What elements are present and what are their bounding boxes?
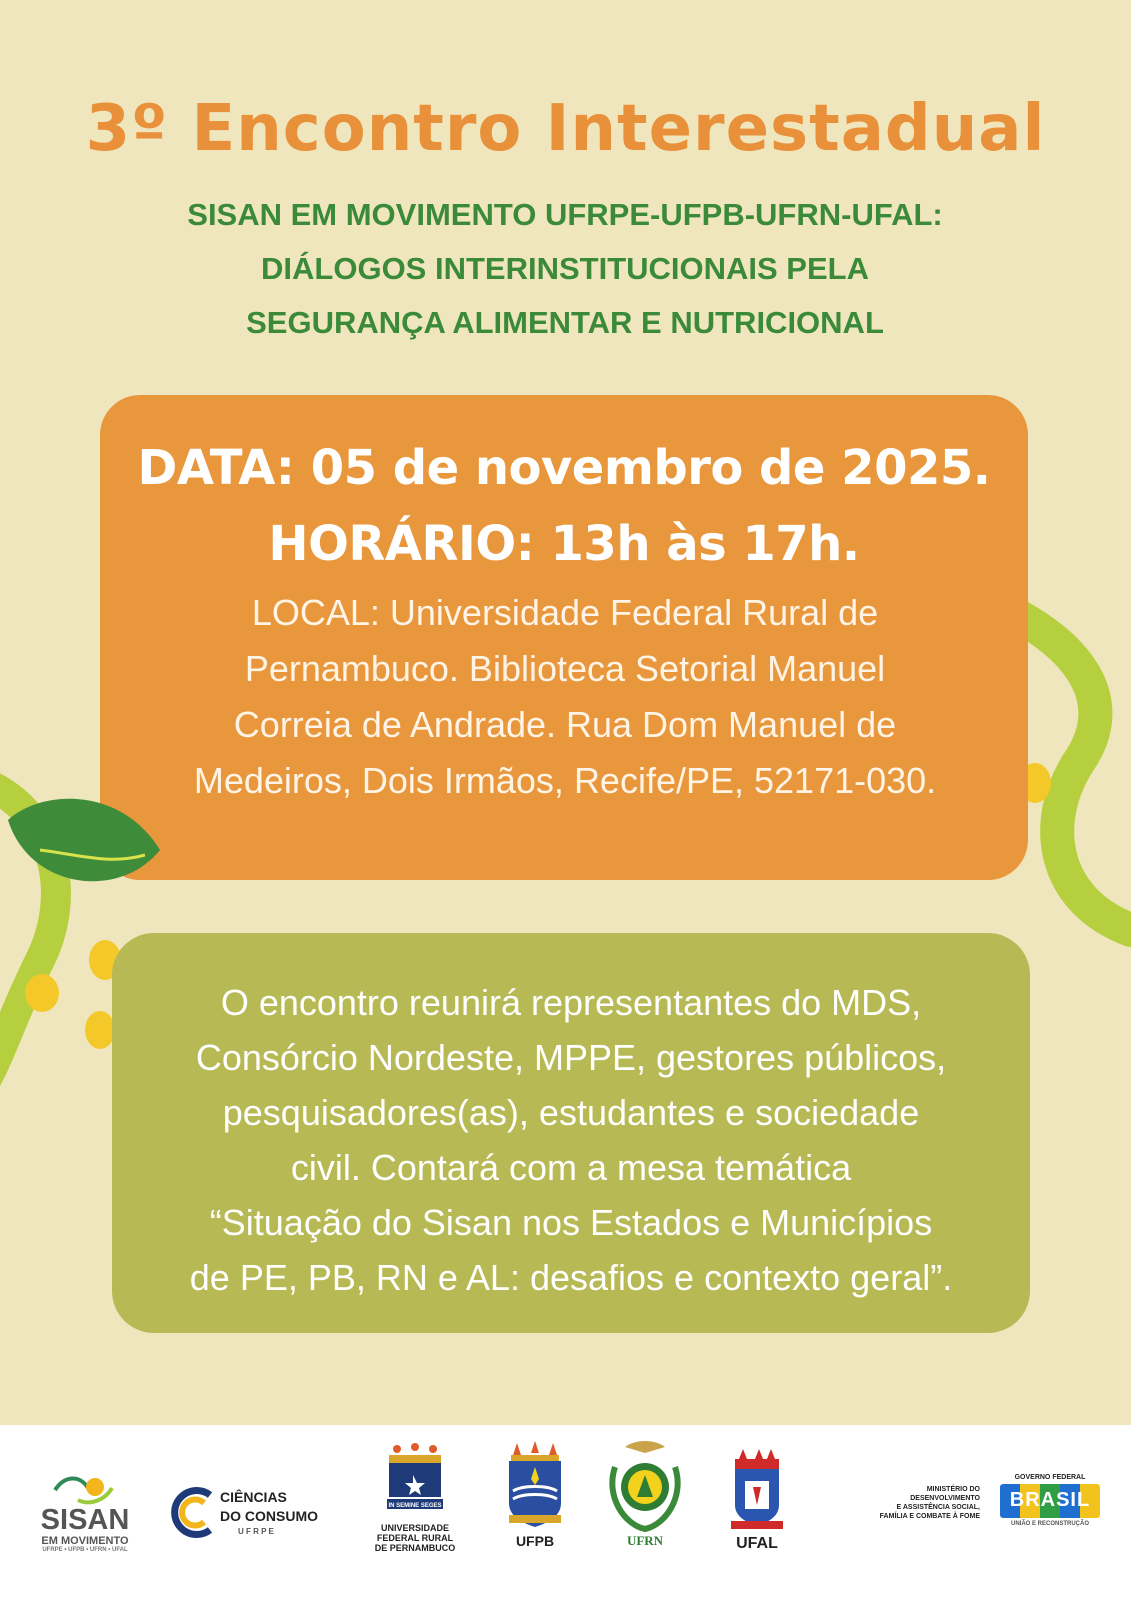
ciencias-do-consumo-logo — [168, 1485, 343, 1545]
description-line: de PE, PB, RN e AL: desafios e contexto geral”. — [189, 1257, 953, 1298]
location-line: Pernambuco. Biblioteca Setorial Manuel — [244, 648, 886, 689]
event-time: HORÁRIO: 13h às 17h. — [268, 516, 860, 572]
c-emblem-icon — [168, 1485, 218, 1540]
ciencias-line2: DO CONSUMO — [220, 1508, 318, 1524]
sisan-logo — [25, 1470, 145, 1553]
partner-logos-footer — [0, 1425, 1131, 1600]
description-line: Consórcio Nordeste, MPPE, gestores públicos, — [195, 1037, 947, 1078]
mds-line2: DESENVOLVIMENTO — [910, 1495, 980, 1502]
ufrpe-logo — [365, 1443, 465, 1553]
mds-line3: E ASSISTÊNCIA SOCIAL, — [896, 1504, 980, 1511]
event-description — [118, 975, 1024, 1305]
ufrpe-line1: UNIVERSIDADE — [380, 1523, 449, 1533]
ufrpe-line3: DE PERNAMBUCO — [374, 1543, 456, 1553]
ufrn-emblem-icon — [605, 1437, 685, 1533]
event-subtitle — [80, 188, 1050, 350]
subtitle-line: SISAN EM MOVIMENTO UFRPE-UFPB-UFRN-UFAL: — [187, 197, 943, 232]
ufal-logo — [722, 1447, 792, 1553]
gov-line2: UNIÃO E RECONSTRUÇÃO — [1010, 1521, 1089, 1527]
ufal-shield-icon — [727, 1447, 787, 1535]
ufrn-name: UFRN — [626, 1533, 664, 1548]
governo-federal-logo — [995, 1473, 1105, 1528]
event-location — [110, 585, 1020, 809]
description-line: pesquisadores(as), estudantes e sociedade — [222, 1092, 920, 1133]
ufpb-shield-icon — [503, 1441, 567, 1533]
event-title: 3º Encontro Interestadual — [85, 92, 1046, 166]
sisan-tagline: EM MOVIMENTO — [41, 1535, 129, 1547]
sisan-name: SISAN — [40, 1504, 130, 1536]
dot-4 — [25, 974, 59, 1012]
ciencias-line3: U F R P E — [238, 1527, 274, 1536]
ufpb-logo — [495, 1441, 575, 1549]
dot-5 — [85, 1011, 115, 1049]
sisan-small: UFRPE • UFPB • UFRN • UFAL — [42, 1547, 128, 1553]
description-line: “Situação do Sisan nos Estados e Municípios — [209, 1202, 933, 1243]
description-line: O encontro reunirá representantes do MDS, — [220, 982, 922, 1023]
ufpb-name: UFPB — [515, 1533, 555, 1549]
location-line: LOCAL: Universidade Federal Rural de — [251, 592, 879, 633]
ciencias-line1: CIÊNCIAS — [220, 1489, 287, 1505]
gov-line1: GOVERNO FEDERAL — [1014, 1474, 1086, 1481]
mds-line4: FAMÍLIA E COMBATE À FOME — [879, 1513, 980, 1520]
subtitle-line: DIÁLOGOS INTERINSTITUCIONAIS PELA — [261, 251, 869, 286]
subtitle-line: SEGURANÇA ALIMENTAR E NUTRICIONAL — [246, 305, 884, 340]
sisan-emblem-icon — [50, 1470, 120, 1505]
brasil-word: BRASIL — [1009, 1489, 1091, 1511]
description-line: civil. Contará com a mesa temática — [290, 1147, 852, 1188]
ufrn-logo — [600, 1437, 690, 1549]
location-line: Medeiros, Dois Irmãos, Recife/PE, 52171-030. — [193, 760, 937, 801]
event-date: DATA: 05 de novembro de 2025. — [137, 440, 991, 496]
ufrpe-line2: FEDERAL RURAL — [376, 1533, 454, 1543]
ufal-name: UFAL — [736, 1535, 778, 1552]
mds-line1: MINISTÉRIO DO — [926, 1486, 980, 1493]
mds-logo — [825, 1485, 980, 1521]
ufrpe-motto: IN SEMINE SEGES — [388, 1503, 442, 1509]
brasil-wordmark — [1000, 1484, 1100, 1518]
location-line: Correia de Andrade. Rua Dom Manuel de — [233, 704, 897, 745]
